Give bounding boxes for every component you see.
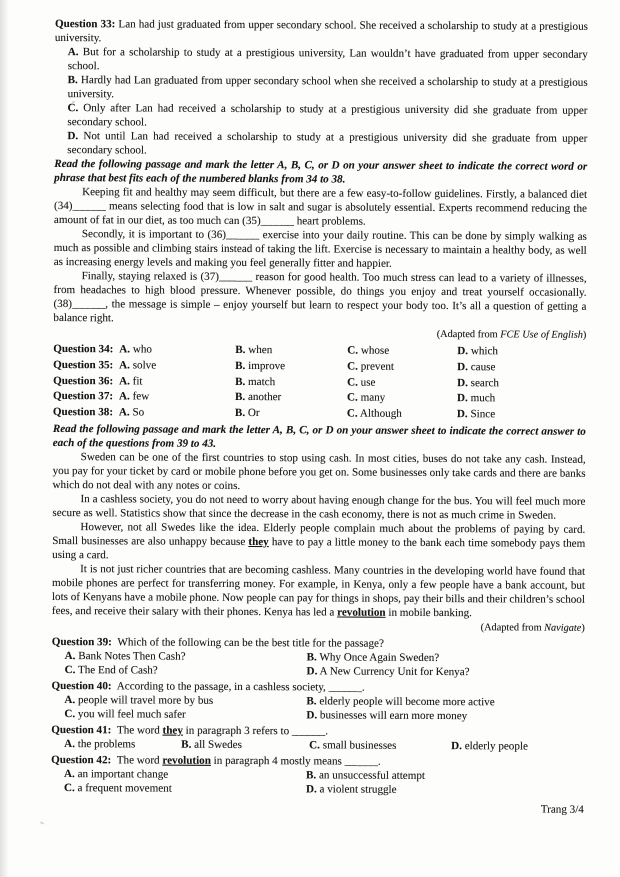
option-letter: C.: [346, 391, 358, 404]
question-text: in paragraph 4 mostly means ______.: [210, 754, 381, 768]
option-text: small businesses: [322, 739, 397, 752]
paragraph-text: in mobile banking.: [385, 606, 472, 620]
passage2-para3: [52, 520, 585, 565]
option-letter: C.: [64, 708, 76, 721]
option-text: Or: [247, 407, 260, 420]
passage2-para2: In a cashless society, you do not need to worry about having enough change for the bus. You will feel much more secure as well. Statistics show that since the decrease in the cash economy, there is not as much crime in Sweden.: [52, 493, 586, 522]
passage1-source: [53, 326, 586, 343]
mc-option-c: [347, 359, 457, 375]
option-letter: A.: [119, 374, 130, 387]
question-text: in paragraph 3 refers to ______.: [182, 724, 329, 738]
mc-option-a: [119, 406, 235, 422]
option-text: a violent struggle: [319, 783, 397, 796]
option-letter: D.: [306, 709, 318, 722]
option-text: Why Once Again Sweden?: [319, 651, 440, 665]
passage1-para1: Keeping fit and healthy may seem difficult, but there are a few easy-to-follow guidelines. Firstly, a balanced diet (34)______ means selecting food that is low in salt and sugar is absolutely essential. Experts recommend reducing the amount of fat in our diet, as too much can (35)______ heart problems.: [53, 186, 588, 228]
option-letter: A.: [119, 343, 131, 356]
question-42-options: [64, 767, 584, 798]
option-text: Since: [470, 408, 496, 421]
question-text: Lan had just graduated from upper secondary school. She received a scholarship to study at a prestigious university.: [54, 18, 588, 45]
question-number: Question 36:: [53, 374, 114, 387]
passage1-para2: Secondly, it is important to (36)______ exercise into your daily routine. This can be done by simply walking as much as possible and climbing stairs instead of taking the lift. Exercise is necessary to maintain a healthy body, as well as increasing energy levels and making you feel generally fitter and happier.: [53, 228, 587, 270]
mc-option-b: [235, 375, 347, 391]
question-39-option-b: [307, 650, 585, 665]
question-39-option-a: [65, 649, 307, 664]
option-letter: B.: [306, 651, 317, 664]
option-letter: D.: [451, 740, 463, 753]
mc-option-b: [235, 359, 347, 375]
option-text: elderly people will become more active: [319, 695, 495, 709]
highlighted-word-they: they: [248, 536, 269, 549]
option-letter: D.: [306, 665, 318, 678]
question-41: [51, 723, 584, 754]
mc-option-a: [119, 342, 235, 358]
mc-option-b: [235, 390, 347, 406]
option-text: fit: [132, 375, 143, 388]
option-letter: D.: [457, 376, 468, 389]
mc-option-a: [119, 374, 235, 390]
option-text: much: [470, 392, 496, 405]
mc-option-d: [457, 376, 586, 392]
question-number: Question 40:: [51, 679, 112, 693]
option-letter: B.: [234, 391, 246, 404]
mc-option-c: [347, 344, 457, 360]
option-text: Only after Lan had received a scholarship to study at a prestigious university did she graduate from upper secondary school.: [67, 102, 588, 129]
option-text: which: [470, 345, 498, 358]
highlighted-word-revolution: revolution: [337, 606, 386, 619]
question-40-option-d: [306, 708, 584, 723]
question-text: The word: [116, 724, 163, 737]
source-prefix: (Adapted from: [436, 329, 501, 341]
scan-speck: [40, 821, 44, 825]
option-letter: A.: [119, 359, 131, 372]
option-letter: B.: [306, 769, 317, 782]
passage2-para1: Sweden can be one of the first countries to stop using cash. In most cities, buses do not take any cash. Instead, you pay for your ticket by card or mobile phone before you get on. Some businesses only take cards and there are banks which do not deal with any notes or coins.: [52, 451, 586, 492]
option-text: So: [132, 406, 145, 419]
question-33-stem: [55, 17, 588, 48]
question-41-option-c: [309, 738, 451, 753]
question-41-option-d: [451, 739, 584, 754]
option-letter: A.: [118, 406, 130, 419]
question-40-option-c: [64, 707, 306, 722]
option-text: when: [248, 344, 273, 357]
option-letter: A.: [67, 46, 79, 59]
mc-option-d: [457, 360, 586, 376]
question-42: [51, 753, 584, 798]
option-text: an unsuccessful attempt: [318, 769, 426, 782]
option-letter: B.: [235, 343, 246, 357]
mc-option-c: [347, 375, 457, 391]
question-text: According to the passage, in a cashless society, ______.: [116, 680, 365, 694]
mc-option-b: [235, 343, 347, 359]
source-name: Navigate: [544, 622, 582, 634]
question-33-option-d: [67, 129, 587, 160]
option-text: Bank Notes Then Cash?: [78, 650, 186, 663]
question-number: Question 35:: [53, 358, 114, 372]
option-letter: B.: [67, 74, 78, 87]
question-42-option-d: [306, 782, 584, 797]
question-40-option-a: [64, 693, 306, 708]
passage2-para4: [52, 562, 585, 621]
option-letter: D.: [457, 345, 469, 358]
mc-option-b: [235, 406, 347, 422]
quoted-word-revolution: revolution: [162, 754, 211, 767]
question-40-option-b: [306, 694, 584, 709]
option-text: a frequent movement: [77, 782, 172, 795]
option-text: who: [132, 343, 152, 356]
option-text: Hardly had Lan graduated from upper secondary school when she received a scholarship to study at a prestigious university.: [67, 74, 588, 101]
option-letter: D.: [67, 130, 79, 143]
option-letter: D.: [305, 783, 317, 796]
question-42-option-a: [64, 767, 306, 782]
question-33-option-c: [67, 101, 587, 132]
question-39-options: [65, 649, 585, 680]
option-letter: C.: [346, 407, 358, 420]
question-40-options: [64, 693, 584, 724]
source-suffix: ): [582, 329, 587, 341]
option-text: solve: [132, 359, 157, 372]
option-text: The End of Cash?: [77, 664, 158, 677]
option-letter: C.: [67, 102, 79, 115]
mc-row-question-38: [53, 405, 586, 424]
question-number: Question 39:: [51, 635, 112, 649]
option-text: use: [360, 376, 376, 389]
option-letter: D.: [456, 408, 468, 421]
option-letter: D.: [456, 392, 468, 405]
option-letter: A.: [118, 390, 130, 403]
question-33-option-a: [68, 45, 588, 76]
paragraph-text: have to pay a little money to the bank each time somebody pays them using a card.: [52, 536, 586, 562]
question-number: Question 37:: [52, 390, 114, 403]
option-text: improve: [248, 359, 286, 373]
option-letter: A.: [64, 738, 76, 751]
option-letter: C.: [347, 360, 359, 373]
question-41-option-a: [64, 737, 181, 752]
option-text: people will travel more by bus: [77, 694, 214, 707]
option-letter: B.: [235, 359, 246, 372]
question-33-options: [67, 45, 588, 160]
question-39-option-d: [307, 664, 585, 679]
option-text: match: [248, 375, 276, 388]
mc-option-c: [347, 407, 457, 423]
source-suffix: ): [581, 622, 585, 634]
option-letter: C.: [64, 664, 76, 677]
option-letter: A.: [64, 650, 76, 663]
question-42-option-c: [64, 781, 306, 796]
option-letter: A.: [64, 694, 76, 707]
option-text: A New Currency Unit for Kenya?: [319, 665, 470, 679]
question-number: Question 33:: [54, 17, 116, 31]
option-letter: B.: [181, 738, 192, 751]
option-letter: B.: [235, 375, 246, 388]
option-text: Not until Lan had received a scholarship to study at a prestigious university did she graduate from upper secondary school.: [67, 130, 588, 157]
mc-option-d: [457, 344, 586, 360]
question-number: Question 34:: [53, 342, 114, 356]
option-letter: C.: [347, 376, 358, 389]
question-40: [51, 679, 584, 724]
instruction-questions-39-43: Read the following passage and mark the letter A, B, C, or D on your answer sheet to indicate the correct answer to each of the questions from 39 to 43.: [52, 422, 586, 450]
option-text: search: [470, 376, 500, 389]
option-text: But for a scholarship to study at a prestigious university, Lan wouldn’t have graduated from upper secondary school.: [67, 46, 588, 73]
question-39: [52, 635, 585, 680]
option-letter: C.: [309, 739, 321, 752]
page-number: Trang 3/4: [540, 803, 584, 816]
question-number: Question 38:: [52, 406, 114, 419]
option-letter: C.: [347, 344, 359, 357]
option-text: another: [247, 391, 282, 404]
question-number: Question 41:: [51, 723, 112, 737]
option-text: Although: [359, 407, 402, 421]
option-letter: B.: [234, 407, 246, 420]
option-text: all Swedes: [194, 738, 242, 751]
source-name: FCE Use of English: [500, 329, 583, 341]
mc-option-a: [119, 358, 235, 374]
option-text: the problems: [77, 738, 136, 751]
question-number: Question 42:: [51, 753, 112, 767]
mc-option-c: [347, 391, 457, 407]
option-text: many: [360, 391, 386, 405]
option-text: few: [132, 390, 150, 403]
option-text: whose: [360, 344, 390, 357]
option-letter: B.: [306, 695, 317, 708]
paragraph-text: However, not all Swedes like the idea. Elderly people complain much about the problems of paying by card. Small businesses are also unhappy because: [52, 521, 586, 549]
option-text: an important change: [77, 768, 169, 781]
passage2-source: [52, 619, 585, 636]
paragraph-text: It is not just richer countries that are becoming cashless. Many countries in the developing world have found that mobile phones are perfect for transferring money. For example, in Kenya, only a few people have a bank account, but lots of Kenyans have a mobile phone. Now people can pay for things in shops, pay their bills and their children’s school fees, and receive their salary with their phones. Kenya has led a: [51, 563, 586, 619]
quoted-word-they: they: [162, 724, 183, 737]
question-text: The word: [116, 754, 163, 767]
mc-option-a: [119, 390, 235, 406]
option-letter: C.: [63, 782, 75, 795]
page-content: [51, 17, 588, 817]
instruction-blanks-34-38: Read the following passage and mark the letter A, B, C, or D on your answer sheet to indicate the correct word or phrase that best fits each of the numbered blanks from 34 to 38.: [54, 157, 588, 186]
option-letter: D.: [457, 360, 469, 373]
passage1-para3: Finally, staying relaxed is (37)______ reason for good health. Too much stress can lead to a variety of illnesses, from headaches to high blood pressure. Whenever possible, do things you enjoy and treat yourself occasionally. (38)______, the message is simple – enjoy yourself but learn to respect your body too. It’s all a question of getting a balance right.: [53, 270, 587, 325]
option-text: you will feel much safer: [77, 708, 186, 721]
option-letter: A.: [64, 768, 75, 781]
question-39-option-c: [65, 663, 307, 678]
mc-option-d: [457, 392, 586, 408]
option-text: businesses will earn more money: [319, 709, 468, 723]
option-text: prevent: [360, 360, 395, 373]
question-42-option-b: [306, 768, 584, 783]
question-text: Which of the following can be the best title for the passage?: [117, 636, 384, 650]
question-41-options: [64, 737, 584, 754]
option-text: cause: [470, 360, 496, 374]
question-33-option-b: [68, 73, 588, 104]
question-41-option-b: [181, 738, 309, 753]
source-prefix: (Adapted from: [480, 622, 545, 634]
option-text: elderly people: [464, 740, 528, 753]
questions-34-38-grid: [53, 342, 586, 424]
mc-option-d: [457, 407, 586, 423]
